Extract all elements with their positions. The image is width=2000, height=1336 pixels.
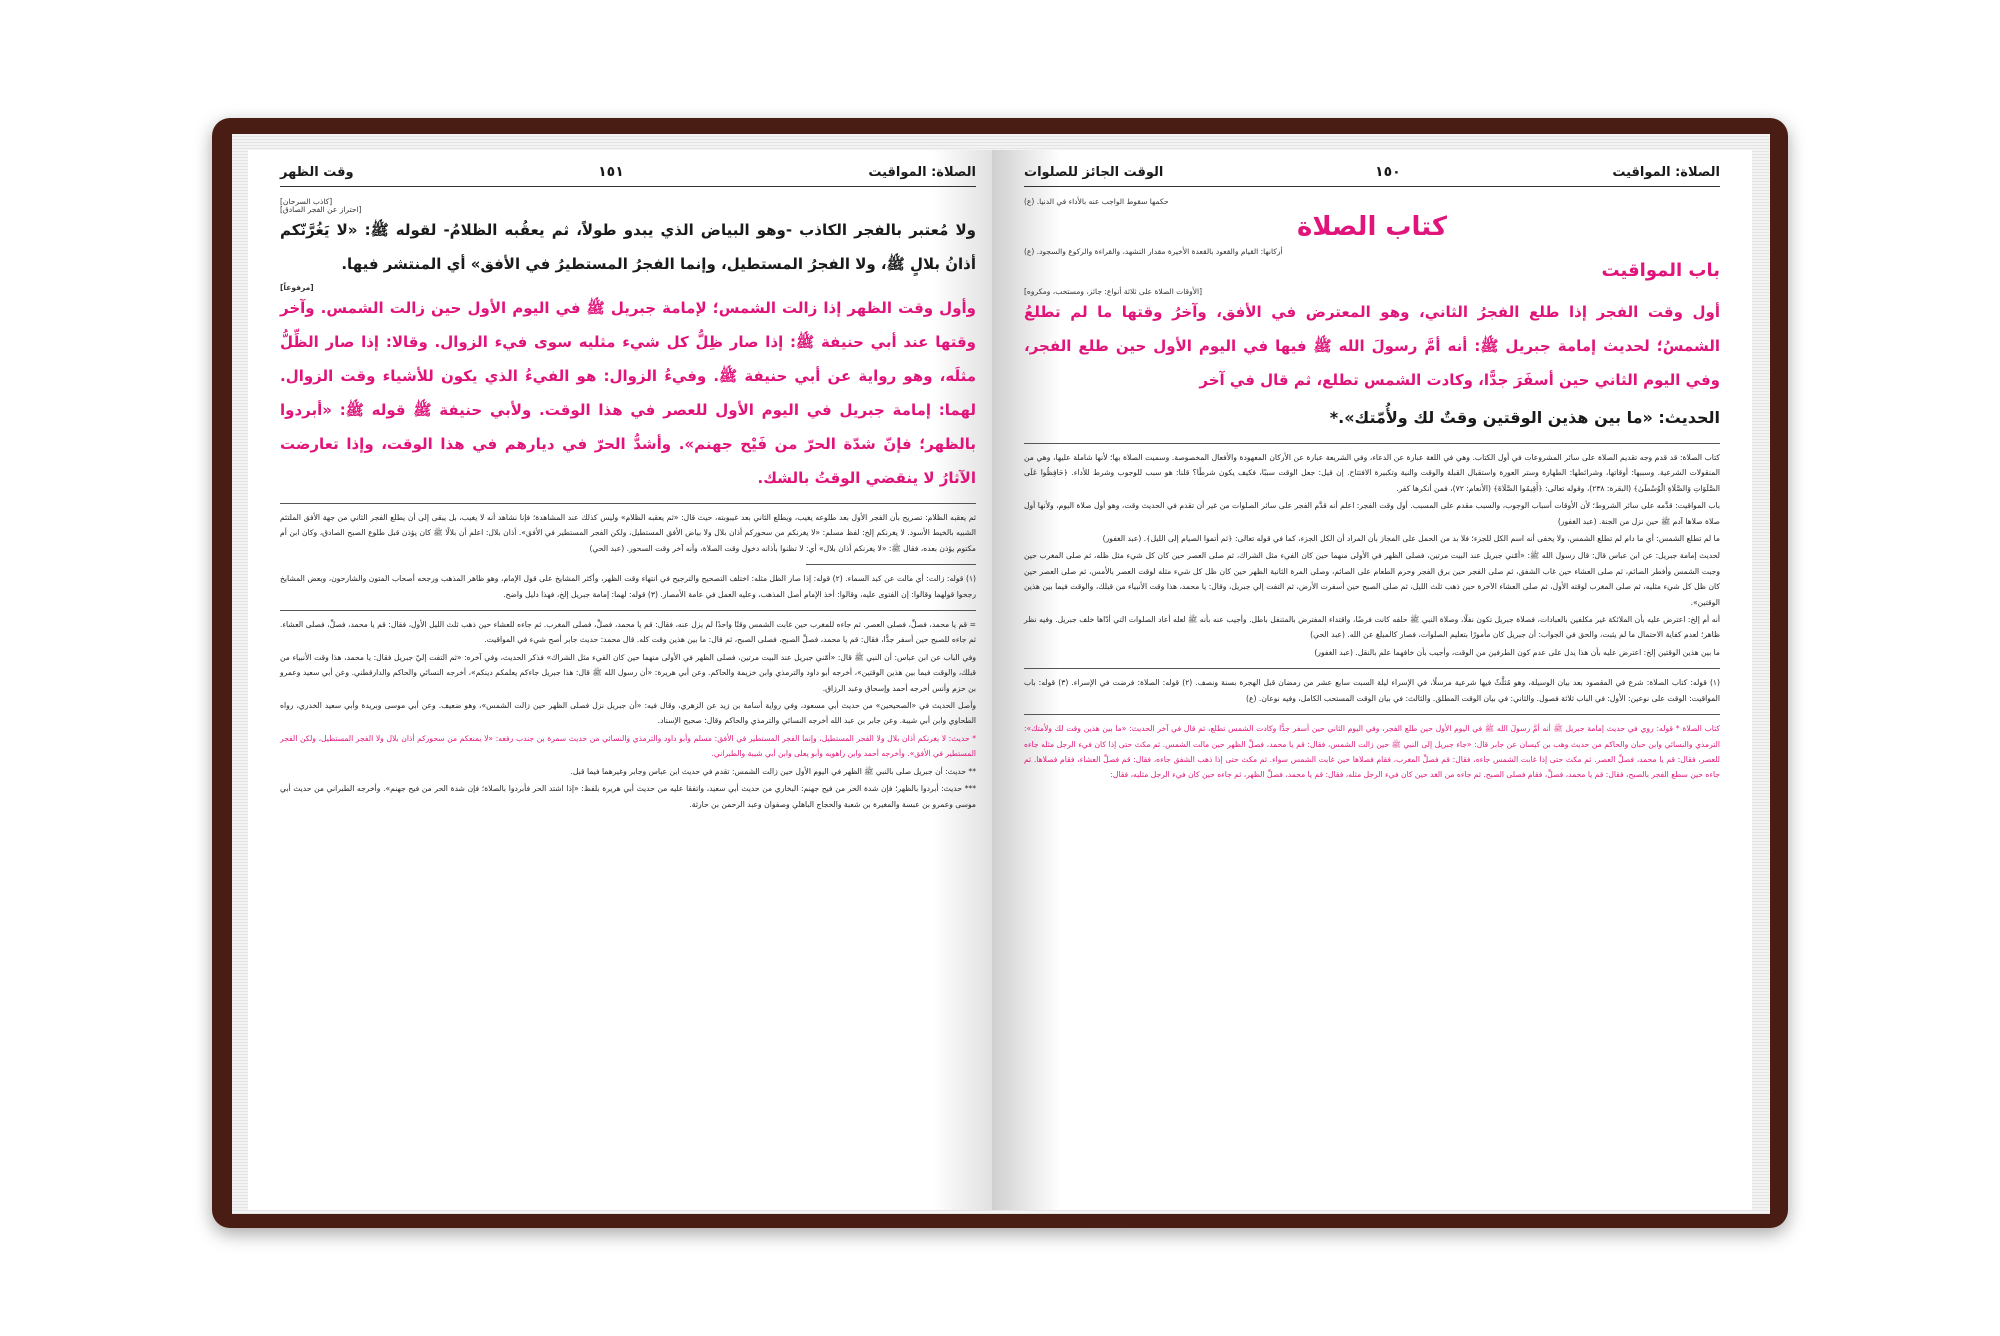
left-divider — [280, 503, 976, 504]
left-main-text — [280, 213, 976, 495]
right-section-title: الصلاة: المواقيت — [1612, 165, 1720, 180]
left-takhrij — [280, 731, 976, 812]
right-page-number: ١٥٠ — [1375, 164, 1401, 180]
left-takhrij-paragraph: * حديث: لا يغرنكم أذان بلال ولا الفجر المستطيل، وإنما الفجر المستطير في الأفق: مسلم وأبو داود والترمذي والنسائي من حديث سمرة بن جندب رفعه: «لا يمنعكم من سحوركم أذان بلال ولا الفجر المستطيل، ولكن الفجر المستطير في الأفق». وأخرجه أحمد وابن راهويه وأبو يعلى وابن أبي شيبة والطبراني. — [280, 733, 976, 759]
right-commentary-paragraph: كتاب الصلاة: قد قدم وجه تقديم الصلاة على سائر المشروعات في أول الكتاب. وهي في اللغة عبارة عن الدعاء، وفي الشريعة عبارة عن الأركان المعهودة والأفعال المخصوصة. وسميت الصلاة بها؛ لأنها شاملة عليها، وهي من المنقولات الشرعية. وسببها: أوقاتها، وشرائطها: الطهارة وستر العورة واستقبال القبلة والوقت والنية وتكبيرة الافتتاح. إن قيل: جعل الوقت سببًا، فكيف يكون شرطًا؟ قلنا: هو سبب للوجوب وشرط للأداء. ﴿حَافِظُوا عَلَى الصَّلَوَاتِ وَالصَّلَاةِ الْوُسْطَىٰ﴾ (البقرة: ٢٣٨)، وقوله تعالى: ﴿أَقِيمُوا الصَّلَاةَ﴾ (الأنعام: ٧٢)، فمن أنكرها كفر. — [1024, 453, 1720, 493]
left-takhrij-paragraph: ** حديث: أن جبريل صلى بالنبي ﷺ الظهر في اليوم الأول حين زالت الشمس: تقدم في حديث ابن عباس وجابر وغيرهما فيما قبل. — [570, 766, 976, 776]
right-divider — [1024, 443, 1720, 444]
hadith-line: الحديث: «ما بين هذين الوقتين وقتٌ لك ولأُمّتك».* — [1329, 408, 1720, 427]
right-page — [992, 150, 1752, 1210]
right-main-paragraph: أول وقت الفجر إذا طلع الفجرُ الثاني، وهو المعترض في الأفق، وآخرُ وقتها ما لم تطلعُ الشمسُ؛ لحديث إمامة جبريل ﷺ: أنه أمَّ رسولَ الله ﷺ فيها في اليوم الأول حين طلع الفجر، وفي اليوم الثاني حين أسفَرَ جدًّا، وكادت الشمس تطلع، ثم قال في آخر — [1024, 303, 1720, 389]
right-notes — [1024, 675, 1720, 706]
right-takhrij-paragraph: كتاب الصلاة * قوله: روي في حديث إمامة جبريل ﷺ أنه أمَّ رسولَ الله ﷺ في اليوم الأول حين طلع الفجر، وفي اليوم الثاني حين أسفر جدًّا وكادت الشمس تطلع، ثم قال في آخر الحديث: «ما بين هذين وقت لك ولأمتك»: الترمذي والنسائي وابن حبان والحاكم من حديث وهب بن كيسان عن جابر قال: «جاء جبريل إلى النبي ﷺ حين زالت الشمس، فقال: قم يا محمد، فصلِّ الظهر حين مالت الشمس. ثم مكث حتى إذا كان فيء الرجل مثله جاءه للعصر، فقال: قم يا محمد، فصلِّ العصر. ثم مكث حتى إذا غابت الشمس جاءه، فقال: قم فصلِّ المغرب، فقام فصلاها حين غابت الشمس سواء. ثم مكث حتى إذا ذهب الشفق جاءه، فقال: قم فصلِّ العشاء، فقام فصلاها. ثم جاءه حين سطع الفجر بالصبح، فقال: قم يا محمد، فصلِّ، فقام فصلى الصبح. ثم جاءه من الغد حين كان فيء الرجل مثله، فقال: قم يا محمد، فصلِّ الظهر، ثم جاءه حين كان فيء الرجل مثليه، فقال: — [1024, 724, 1720, 780]
left-gloss-2: [احتراز عن الفجر الصادق] — [280, 205, 362, 214]
right-gloss-2: أركانها: القيام والقعود بالقعدة الأخيرة مقدار التشهد، والقراءة والركوع والسجود. (ع) — [1024, 247, 1283, 256]
left-commentary — [280, 510, 976, 729]
right-topic-title: الوقت الجائز للصلوات — [1024, 165, 1164, 180]
left-commentary-paragraph: ثم يعقبه الظلام: تصريح بأن الفجر الأول بعد طلوعه يغيب، ويطلع الثاني بعد غيبوبته، حيث قال: «ثم يعقبه الظلام» وليس كذلك عند المشاهدة؛ فإنا نشاهد أنه لا يغيب، بل يبقى إلى أن يطلع الفجر الثاني من جهة الأفق الملتئم الشبيه بالخيط الأسود. لا يغرنكم إلخ: لفظ مسلم: «لا يغرنكم من سحوركم أذان بلال ولا بياض الأفق المستطيل، ولكن الفجر المستطير في الأفق». أذان بلال: اعلم أن بلالًا ﷺ كان يؤذن قبل طلوع الصبح الصادق، وكان ابن أم مكتوم يؤذن بعده، فقال ﷺ: «لا يغرنكم أذان بلال» أي: لا تظنوا بأذانه دخول وقت الصلاة، وأنه آخر وقت السحور. (عبد الحي) — [280, 513, 976, 553]
left-commentary-paragraph: وأصل الحديث في «الصحيحين» من حديث أبي مسعود، وفي رواية أسامة بن زيد عن الزهري، وقال فيه: «أن جبريل نزل فصلى الظهر حين زالت الشمس»، وهو ضعيف. وعن أبي موسى وبريدة وأبي سعيد الخدري، رواه الطحاوي وابن أبي شيبة. وعن جابر بن عبد الله أخرجه النسائي والترمذي والحاكم وقال: صحيح الإسناد. — [280, 701, 976, 726]
left-commentary-paragraph: (١) قوله: زالت: أي مالت عن كبد السماء. (٢) قوله: إذا صار الظل مثله: اختلف التصحيح والترجيح في انتهاء وقت الظهر، وأكثر المشايخ على قول الإمام، وهو ظاهر المذهب ورجحه أصحاب المتون والشارحون، وبعض المشايخ رجحوا قولهما وقالوا: إن الفتوى عليه، وقالوا: أخذ الإمام أصل المذهب، وعليه العمل في عامة الأمصار. (٣) قوله: لهما: إمامة جبريل إلخ، فهذا دليل واضح. — [280, 574, 976, 599]
bab-gloss: [الأوقات الصلاة على ثلاثة أنواع: جائز، ومستحب، ومكروه] — [1024, 287, 1203, 296]
left-running-head — [280, 164, 976, 187]
left-page-number: ١٥١ — [598, 164, 624, 180]
right-takhrij — [1024, 721, 1720, 783]
left-main-paragraph: وأول وقت الظهر إذا زالت الشمس؛ لإمامة جبريل ﷺ في اليوم الأول حين زالت الشمس. وآخر وقتها عند أبي حنيفة ﷺ: إذا صار ظِلُّ كل شيء مثليه سوى فيء الزوال. وقالا: إذا صار الظِّلُّ مثلَه، وهو رواية عن أبي حنيفة ﷺ. وفيءُ الزوال: هو الفيءُ الذي يكون للأشياء وقت الزوال. لهما: إمامة جبريل في اليوم الأول للعصر في هذا الوقت. ولأبي حنيفة ﷺ قوله ﷺ: «أبردوا بالظهر؛ فإنّ شدّة الحرّ من فَيْح جهنم». وأشدُّ الحرّ في ديارهم في هذا الوقت، وإذا تعارضت الآثارُ لا ينقضي الوقتُ بالشك. — [280, 299, 976, 487]
right-commentary-paragraph: ما لم تطلع الشمس: أي ما دام لم تطلع الشمس، ولا يخفى أنه اسم الكل للجزء؛ فلا بد من الحمل على المجاز بأن المراد أن الكل الجزء، كما في قوله تعالى: ﴿ثم أتموا الصيام إلى الليل﴾. (عبد الغفور) — [1102, 534, 1720, 544]
bab-title: باب المواقيت — [1601, 260, 1720, 281]
left-section-title: الصلاة: المواقيت — [868, 165, 976, 180]
left-main-paragraph: ولا مُعتبر بالفجر الكاذب -وهو البياض الذي يبدو طولاً، ثم يعقُبه الظلامُ- لقوله ﷺ: «لا يَغُرَّنّكم أذانُ بلالٍ ﷺ، ولا الفجرُ المستطيل، وإنما الفجرُ المستطيرُ في الأفق» أي المنتشر فيها. — [280, 221, 976, 273]
right-commentary-paragraph: أنه أم إلخ: اعترض عليه بأن الملائكة غير مكلفين بالعبادات، فصلاة جبريل تكون نفلًا، وصلاة النبي ﷺ حلفه كانت فرضًا، واقتداء المفترض بالمتنفل باطل. وأجيب عنه بأنه ﷺ لعله أعاد الصلوات التي أدّاها خلف جبريل. وفيه نظر ظاهر؛ لعدم كفاية الاحتمال ما لم يثبت، والحق في الجواب: أن جبريل كان مأمورًا بتعليم الصلوات، فصار كالمبلغ عن الله. (عبد الحي) — [1024, 615, 1720, 640]
left-takhrij-paragraph: *** حديث: أبردوا بالظهر؛ فإن شدة الحر من فيح جهنم: البخاري من حديث أبي سعيد، واتفقا عليه من حديث أبي هريرة بلفظ: «إذا اشتد الحر فأبردوا بالصلاة؛ فإن شدة الحر من فيح جهنم». وأخرجه الطبراني من حديث أبي موسى وعمرو بن عبسة والمغيرة بن شعبة والحجاج الباهلي وصفوان وعبد الرحمن بن حارثة. — [280, 784, 976, 809]
right-commentary-paragraph: ما بين هذين الوقتين إلخ: اعترض عليه بأن هذا يدل على عدم كون الطرفين من الوقت، وأجيب بأن خافهما علم بالنقل. (عبد الغفور) — [1314, 647, 1720, 657]
left-divider-short — [806, 564, 976, 565]
left-commentary-paragraph: وفي الباب عن ابن عباس: أن النبي ﷺ قال: «أمّني جبريل عند البيت مرتين، فصلى الظهر في الأولى منهما حين كان الفيء مثل الشراك» فذكر الحديث، وفي آخره: «ثم التفت إليّ جبريل فقال: يا محمد، هذا وقت الأنبياء من قبلك، والوقت فيما بين هذين الوقتين»، أخرجه أبو داود والترمذي وابن خزيمة والحاكم. وعن أبي هريرة: «أن رسول الله ﷺ قال: هذا جبريل جاءكم يعلمكم دينكم»، أخرجه النسائي والحاكم والدارقطني. وعن أبي سعيد وعمرو بن حزم وأنس أخرجه أحمد وإسحاق وعبد الرزاق. — [280, 652, 976, 693]
right-gloss-1: حكمها سقوط الواجب عنه بالأداء في الدنيا. (ع) — [1024, 197, 1169, 206]
right-commentary-paragraph: لحديث إمامة جبريل: عن ابن عباس قال: قال رسول الله ﷺ: «أمّني جبريل عند البيت مرتين، فصلى الظهر في الأولى منهما حين كان الفيء مثل الشراك، ثم صلى العصر حين كان كل شيء مثل ظله، ثم صلى المغرب حين وجبت الشمس وأفطر الصائم، ثم صلى العشاء حين غاب الشفق، ثم صلى الفجر حين برق الفجر وحرم الطعام على الصائم، وصلى المرة الثانية الظهر حين كان ظل كل شيء مثله لوقت العصر بالأمس، ثم صلى العصر حين كان ظل كل شيء مثليه، ثم صلى المغرب لوقته الأول، ثم صلى العشاء الآخرة حين ذهب ثلث الليل، ثم صلى الصبح حين أسفرت الأرض، ثم التفت إلي جبريل، وقال: يا محمد، هذا وقت الأنبياء من قبلك، والوقت فيما بين هذين الوقتين». — [1024, 551, 1720, 607]
right-commentary — [1024, 450, 1720, 660]
right-commentary-paragraph: باب المواقيت: قدَّمه على سائر الشروط؛ لأن الأوقات أسباب الوجوب، والسبب مقدم على المسبب. أول وقت الفجر: اعلم أنه قدَّم الفجر على سائر الصلوات من غير أن تقدم في الحديث وقت، وهو أول صلاة اليوم، ولأنها أول صلاة صلاها آدم ﷺ حين نزل من الجنة. (عبد الغفور) — [1024, 501, 1720, 526]
kitab-title: كتاب الصلاة — [1296, 212, 1448, 242]
left-gloss-1: [كاذب السرحان] — [280, 197, 333, 206]
right-notes-paragraph: (١) قوله: كتاب الصلاة: شرع في المقصود بعد بيان الوسيلة، وهو مُثلَّثٌ فيها شرعية مرسلًا، في الإسراء ليلة السبت سابع عشر من رمضان قبل الهجرة بسنة ونصف. (٢) قوله: الصلاة: فرضت في الإسراء. (٣) قوله: باب المواقيت: الوقت على نوعين: الأول: في الباب ثلاثة فصول. والثاني: في بيان الوقت المطلق. والثالث: في بيان الوقت المستحب الكامل، وفيه نوعان. (ع) — [1024, 678, 1720, 703]
left-commentary-paragraph: = قم يا محمد، فصلِّ، فصلى العصر. ثم جاءه للمغرب حين غابت الشمس وقتًا واحدًا لم يزل عنه، فقال: قم يا محمد، فصلِّ، فصلى المغرب. ثم جاءه للعشاء حين ذهب ثلث الليل الأول، فقال: قم يا محمد، فصلِّ، فصلى العشاء. ثم جاءه للصبح حين أسفر جدًّا، فقال: قم يا محمد، فصلِّ الصبح، فصلى الصبح، ثم قال: ما بين هذين وقت كله. قال محمد: حديث جابر أصح شيء في المواقيت. — [280, 620, 976, 645]
right-main-text — [1024, 295, 1720, 397]
right-running-head — [1024, 164, 1720, 187]
left-divider — [280, 610, 976, 611]
right-divider — [1024, 714, 1720, 715]
left-topic-title: وقت الظهر — [280, 165, 354, 180]
right-divider — [1024, 668, 1720, 669]
left-page — [248, 150, 1008, 1210]
left-gloss-3: [مرفوعاً] — [280, 283, 314, 292]
